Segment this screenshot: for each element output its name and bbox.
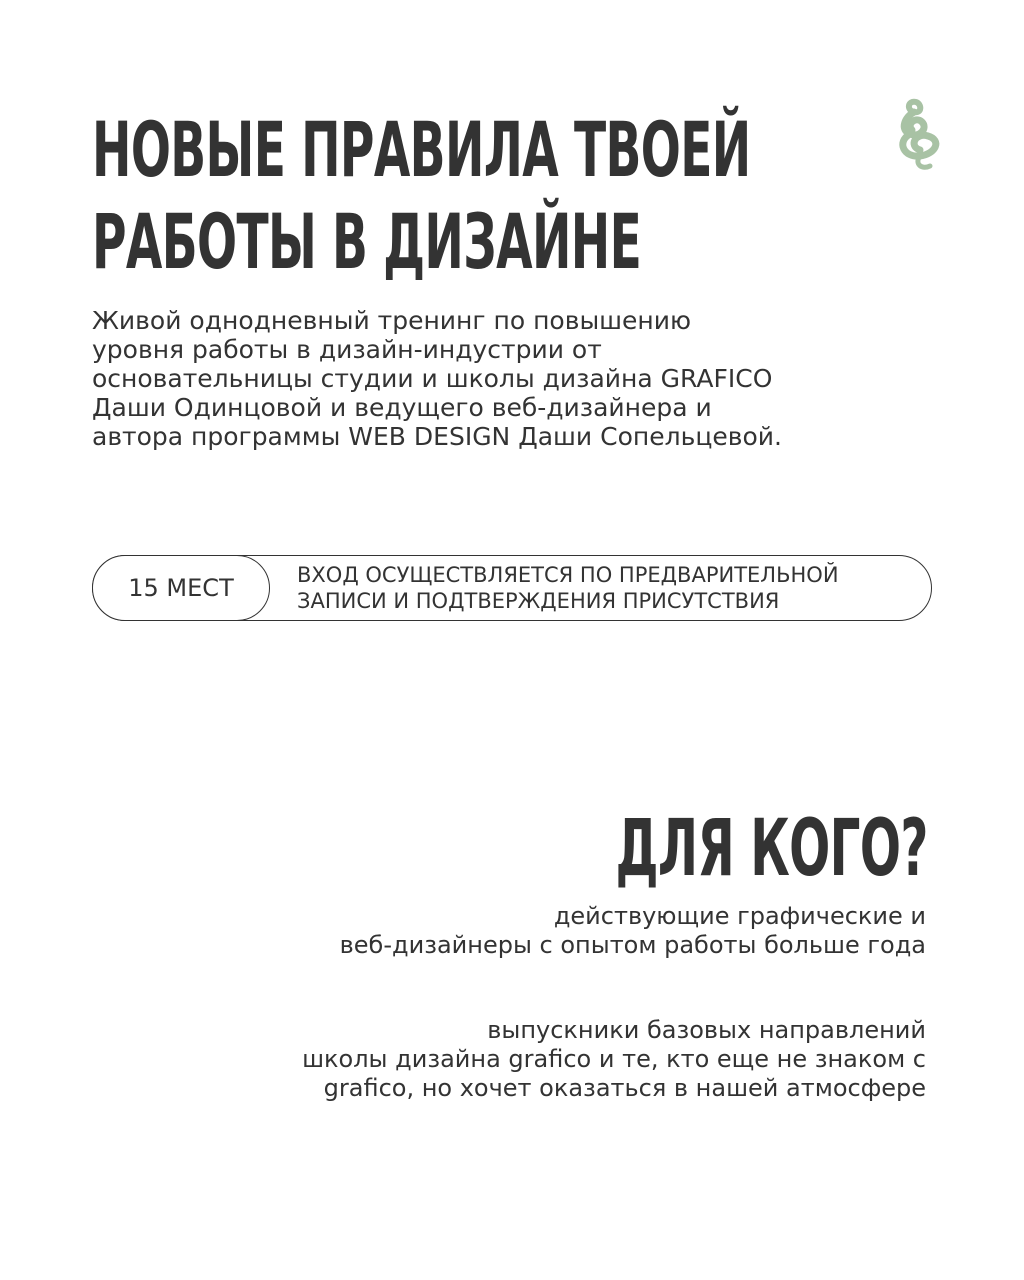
page-title-line-1: НОВЫЕ ПРАВИЛА ТВОЕЙ bbox=[92, 105, 751, 194]
audience-group-2-line-3: grafico, но хочет оказаться в нашей атмосфере bbox=[323, 1074, 926, 1102]
audience-title: ДЛЯ КОГО? bbox=[615, 804, 928, 894]
intro-line-1: Живой однодневный тренинг по повышению bbox=[92, 306, 692, 335]
intro-line-3: основательницы студии и школы дизайна GRAFICO bbox=[92, 364, 773, 393]
audience-group-2 bbox=[206, 1016, 926, 1103]
page-title-line-2: РАБОТЫ В ДИЗАЙНЕ bbox=[92, 197, 642, 286]
grafico-g-logo-icon bbox=[886, 96, 950, 176]
entry-note bbox=[297, 562, 917, 614]
audience-group-1-line-2: веб-дизайнеры с опытом работы больше года bbox=[339, 931, 926, 959]
entry-note-line-1: ВХОД ОСУЩЕСТВЛЯЕТСЯ ПО ПРЕДВАРИТЕЛЬНОЙ bbox=[297, 563, 839, 587]
audience-group-2-line-1: выпускники базовых направлений bbox=[487, 1016, 926, 1044]
intro-text bbox=[92, 306, 892, 451]
audience-group-1 bbox=[206, 902, 926, 960]
intro-line-4: Даши Одинцовой и ведущего веб-дизайнера и bbox=[92, 393, 712, 422]
grafico-logo bbox=[886, 96, 950, 176]
intro-line-5: автора программы WEB DESIGN Даши Сопельцевой. bbox=[92, 422, 782, 451]
intro-line-2: уровня работы в дизайн-индустрии от bbox=[92, 335, 602, 364]
audience-group-1-line-1: действующие графические и bbox=[553, 902, 926, 930]
page-title bbox=[92, 104, 751, 288]
audience-group-2-line-2: школы дизайна grafico и те, кто еще не знаком с bbox=[302, 1045, 926, 1073]
seats-badge: 15 МЕСТ bbox=[92, 555, 270, 621]
entry-note-line-2: ЗАПИСИ И ПОДТВЕРЖДЕНИЯ ПРИСУТСТВИЯ bbox=[297, 589, 780, 613]
